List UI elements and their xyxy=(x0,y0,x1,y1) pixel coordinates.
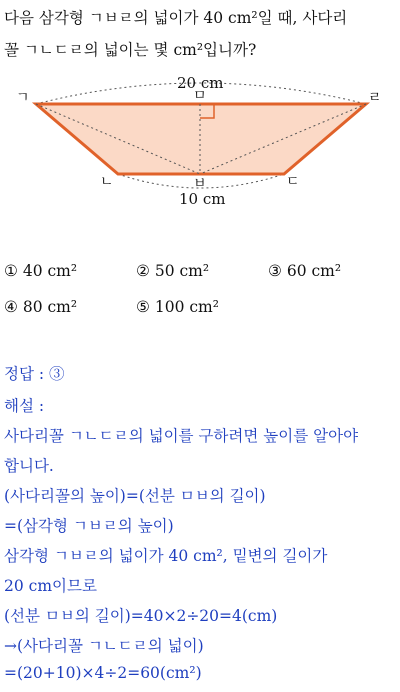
explanation-line-2: 합니다. xyxy=(4,457,54,475)
option-1-text: 40 cm² xyxy=(22,262,78,280)
option-5[interactable] xyxy=(136,298,219,316)
option-4[interactable] xyxy=(4,298,77,316)
vertex-label-r: ㄹ xyxy=(368,90,382,106)
option-2[interactable] xyxy=(136,262,209,280)
question-line-1: 다음 삼각형 ㄱㅂㄹ의 넓이가 40 cm²일 때, 사다리 xyxy=(4,9,348,27)
explanation-line-9: =(20+10)×4÷2=60(cm²) xyxy=(4,664,202,682)
explanation-line-6: 20 cm이므로 xyxy=(4,577,97,595)
option-4-text: 80 cm² xyxy=(22,298,78,316)
top-length-label: 20 cm xyxy=(177,74,224,92)
trapezoid-figure xyxy=(0,72,400,222)
vertex-label-d: ㄷ xyxy=(286,174,300,190)
option-4-num: ④ xyxy=(4,298,18,316)
option-2-text: 50 cm² xyxy=(154,262,210,280)
vertex-label-b: ㅂ xyxy=(193,176,207,192)
vertex-label-m: ㅁ xyxy=(193,88,207,104)
option-1-num: ① xyxy=(4,262,18,280)
explanation-line-3: (사다리꼴의 높이)=(선분 ㅁㅂ의 길이) xyxy=(4,487,266,505)
answer-label: 정답 : ③ xyxy=(4,365,65,383)
option-5-num: ⑤ xyxy=(136,298,150,316)
explanation-line-5: 삼각형 ㄱㅂㄹ의 넓이가 40 cm², 밑변의 길이가 xyxy=(4,547,328,565)
explanation-line-8: →(사다리꼴 ㄱㄴㄷㄹ의 넓이) xyxy=(4,637,204,655)
option-1[interactable] xyxy=(4,262,77,280)
option-2-num: ② xyxy=(136,262,150,280)
vertex-label-n: ㄴ xyxy=(100,174,114,190)
option-5-text: 100 cm² xyxy=(154,298,219,316)
trapezoid-shape xyxy=(36,104,366,174)
bottom-length-label: 10 cm xyxy=(179,190,226,208)
option-3-num: ③ xyxy=(268,262,282,280)
vertex-label-g: ㄱ xyxy=(16,90,30,106)
question-line-2: 꼴 ㄱㄴㄷㄹ의 넓이는 몇 cm²입니까? xyxy=(4,41,257,59)
option-3[interactable] xyxy=(268,262,341,280)
explanation-label: 해설 : xyxy=(4,397,45,415)
explanation-line-1: 사다리꼴 ㄱㄴㄷㄹ의 넓이를 구하려면 높이를 알아야 xyxy=(4,427,359,445)
explanation-line-4: =(삼각형 ㄱㅂㄹ의 높이) xyxy=(4,517,174,535)
option-3-text: 60 cm² xyxy=(286,262,342,280)
explanation-line-7: (선분 ㅁㅂ의 길이)=40×2÷20=4(cm) xyxy=(4,607,278,625)
